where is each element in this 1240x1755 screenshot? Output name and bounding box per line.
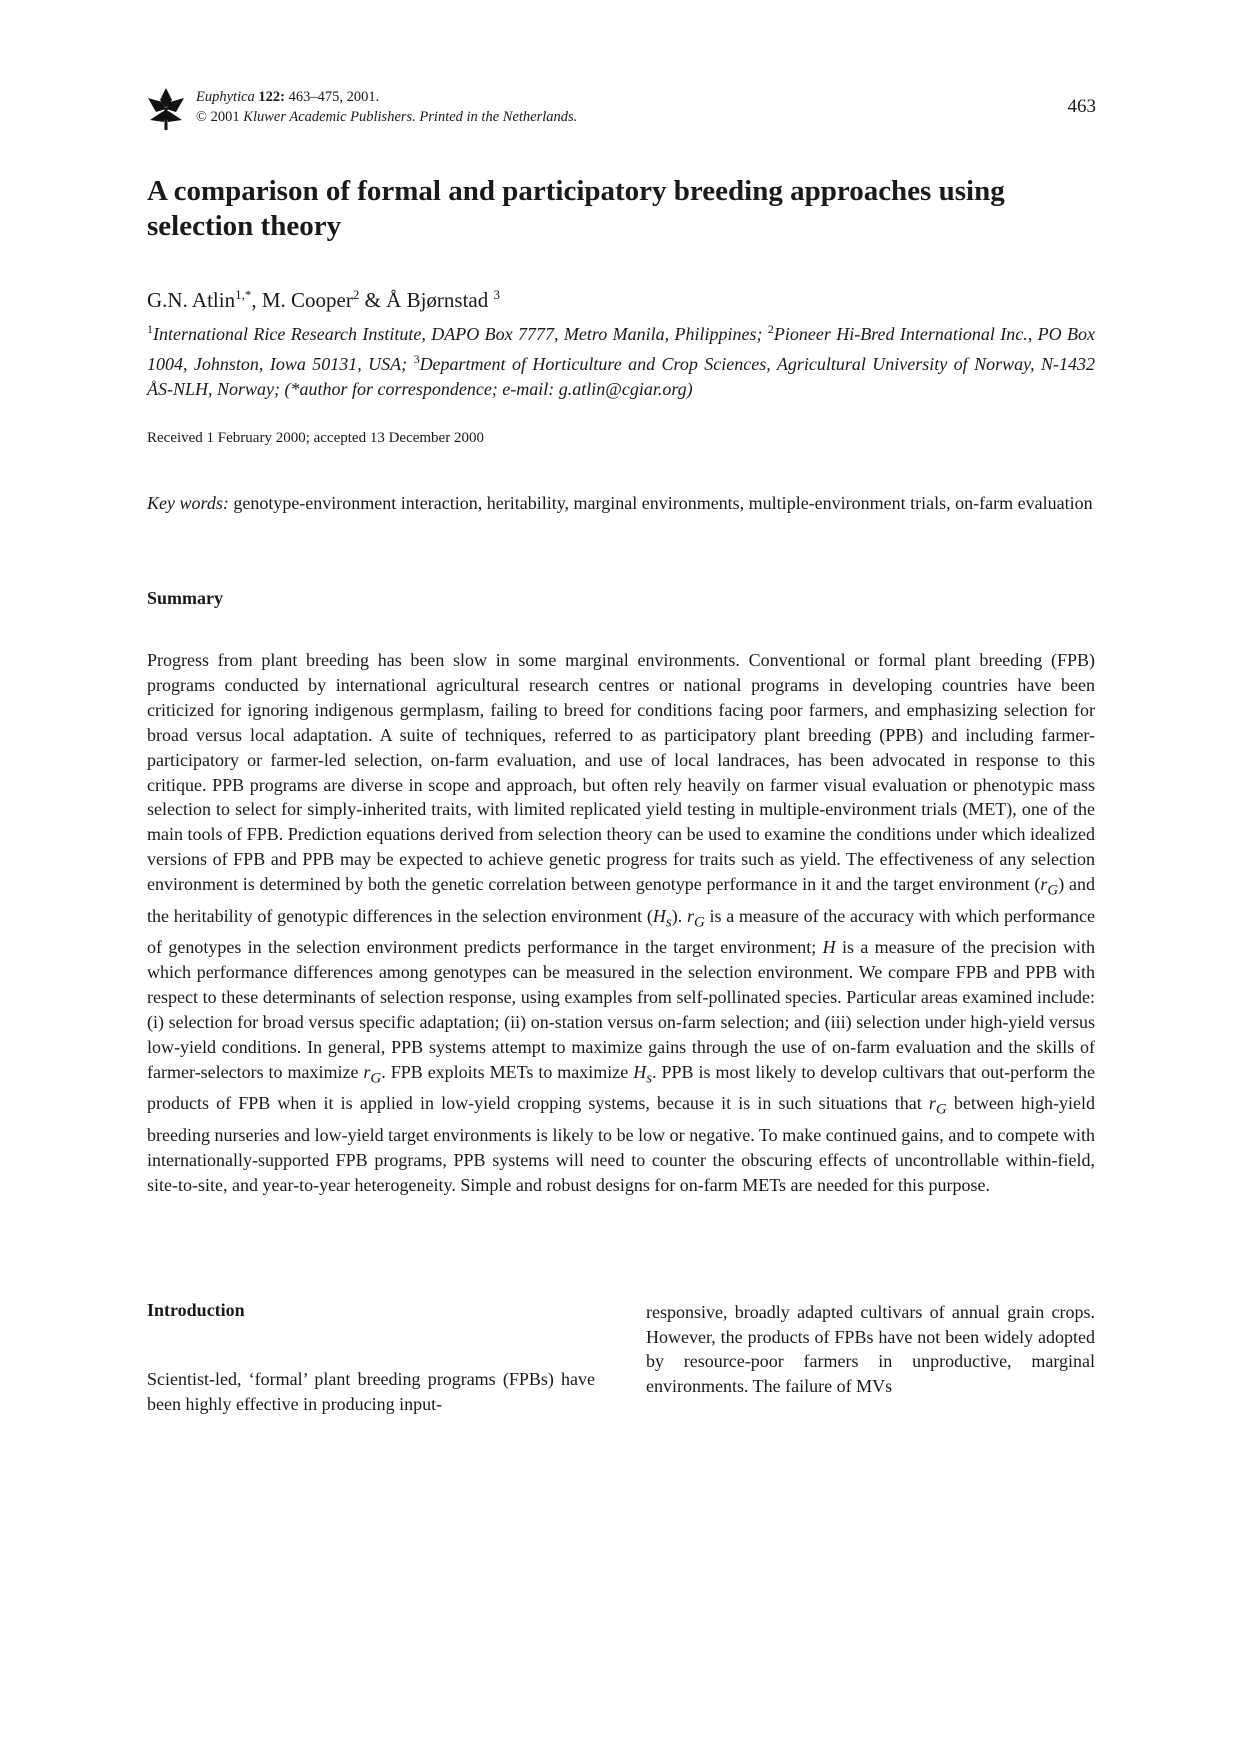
summary-text: between high-yield breeding nurseries and low-yield target environments is likely to be low or negative. To make continued gains, and to compete with internationally-supported FPB programs, PPB systems will need to counter the obscuring effects of uncontrollable within-field, site-to-site, and year-to-year heterogeneity. Simple and robust designs for on-farm METs are needed for this purpose. [147, 1093, 1095, 1195]
author-affil-sup: 3 [493, 287, 501, 302]
symbol-r: r [363, 1061, 371, 1082]
affiliation-2: Pioneer Hi-Bred International Inc., PO Box 1004, Johnston, Iowa 50131, USA; [147, 324, 1095, 374]
summary-text: Progress from plant breeding has been slow in some marginal environments. Conventional or formal plant breeding (FPB) programs conducted by international agricultural research centres or national programs in developing countries have been criticized for ignoring indigenous germplasm, failing to breed for conditions facing poor farmers, and emphasizing selection for broad versus local adaptation. A suite of techniques, referred to as participatory plant breeding (PPB) and including farmer-participatory or farmer-led selection, on-farm evaluation, and use of local landraces, has been advocated in response to this critique. PPB programs are diverse in scope and approach, but often rely heavily on farmer visual evaluation or phenotypic mass selection to select for simply-inherited traits, with limited replicated yield testing in multiple-environment trials (MET), one of the main tools of FPB. Prediction equations derived from selection theory can be used to examine the conditions under which idealized versions of FPB and PPB may be expected to achieve genetic progress for traits such as yield. The effectiveness of any selection environment is determined by both the genetic correlation between genotype performance in it and the target environment ( [147, 650, 1095, 895]
author-affil-sup: 1,* [235, 287, 252, 302]
introduction-heading: Introduction [147, 1300, 245, 1320]
symbol-r: r [1040, 874, 1048, 895]
author-name: & Å Bjørnstad [359, 288, 494, 312]
symbol-sub: G [693, 914, 705, 931]
summary-text: . PPB is most likely to develop cultivars that out-perform the products of FPB when it is applied in low-yield cropping systems, because it is in such situations that [147, 1061, 1096, 1114]
symbol-h: H [652, 905, 666, 926]
affil-sup: 3 [413, 352, 420, 366]
journal-name: Euphytica [196, 89, 255, 105]
summary-text: ) and the heritability of genotypic differences in the selection environment ( [147, 874, 1096, 926]
journal-volume: 122: [258, 89, 286, 105]
symbol-h: H [822, 937, 836, 958]
affiliations [147, 317, 1095, 402]
symbol-sub: s [665, 914, 672, 931]
journal-citation [196, 87, 577, 127]
symbol-sub: G [935, 1101, 947, 1118]
journal-pages: 463–475, 2001. [288, 89, 380, 105]
symbol-r: r [686, 905, 694, 926]
author-affil-sup: 2 [352, 287, 360, 302]
author-list [147, 287, 500, 313]
paper-title: A comparison of formal and participatory breeding approaches using selection theory [147, 175, 1005, 242]
publisher-text: Kluwer Academic Publishers. Printed in the Netherlands. [243, 109, 578, 125]
keywords [147, 491, 1095, 515]
summary-text: ). [671, 905, 687, 926]
author-name: , M. Cooper [251, 288, 353, 312]
summary-text: is a measure of the accuracy with which performance of genotypes in the selection environment predicts performance in the target environment; [147, 905, 1095, 958]
symbol-sub: G [370, 1070, 382, 1087]
summary-text: is a measure of the precision with which performance differences among genotypes can be measured in the selection environment. We compare FPB and PPB with respect to these determinants of selection response, using examples from self-pollinated species. Particular areas examined include: (i) selection for broad versus specific adaptation; (ii) on-station versus on-farm selection; and (iii) selection under high-yield versus low-yield conditions. In general, PPB systems attempt to maximize gains through the use of on-farm evaluation and the skills of farmer-selectors to maximize [147, 937, 1095, 1082]
summary-body [147, 648, 1095, 1197]
introduction-left-column: Scientist-led, ‘formal’ plant breeding programs (FPBs) have been highly effective in producing input- [147, 1369, 595, 1414]
symbol-r: r [928, 1093, 936, 1114]
affiliation-1: International Rice Research Institute, DAPO Box 7777, Metro Manila, Philippines; [153, 324, 768, 344]
author-name: G.N. Atlin [147, 288, 236, 312]
affil-sup: 2 [767, 322, 774, 336]
keywords-text: genotype-environment interaction, heritability, marginal environments, multiple-environment trials, on-farm evaluation [228, 493, 1093, 513]
publisher-logo-icon [146, 86, 186, 132]
symbol-sub: s [646, 1070, 653, 1087]
affiliation-3: Department of Horticulture and Crop Sciences, Agricultural University of Norway, N-1432 ÅS-NLH, Norway; (*author for correspondence; e-mail: g.atlin@cgiar.org) [147, 354, 1095, 399]
copyright-prefix: © 2001 [196, 109, 240, 125]
summary-text: . FPB exploits METs to maximize [381, 1061, 634, 1082]
journal-line-1 [196, 87, 577, 107]
summary-heading: Summary [147, 588, 223, 608]
page-number: 463 [1067, 96, 1096, 117]
journal-line-2 [196, 107, 577, 127]
affil-sup: 1 [147, 322, 153, 336]
symbol-sub: G [1047, 882, 1059, 899]
introduction-right-column: responsive, broadly adapted cultivars of annual grain crops. However, the products of FPBs have not been widely adopted by resource-poor farmers in unproductive, marginal environments. The failure of MVs [646, 1302, 1095, 1396]
keywords-label: Key words: [147, 493, 229, 513]
received-dates: Received 1 February 2000; accepted 13 December 2000 [147, 430, 484, 446]
symbol-h: H [633, 1061, 647, 1082]
